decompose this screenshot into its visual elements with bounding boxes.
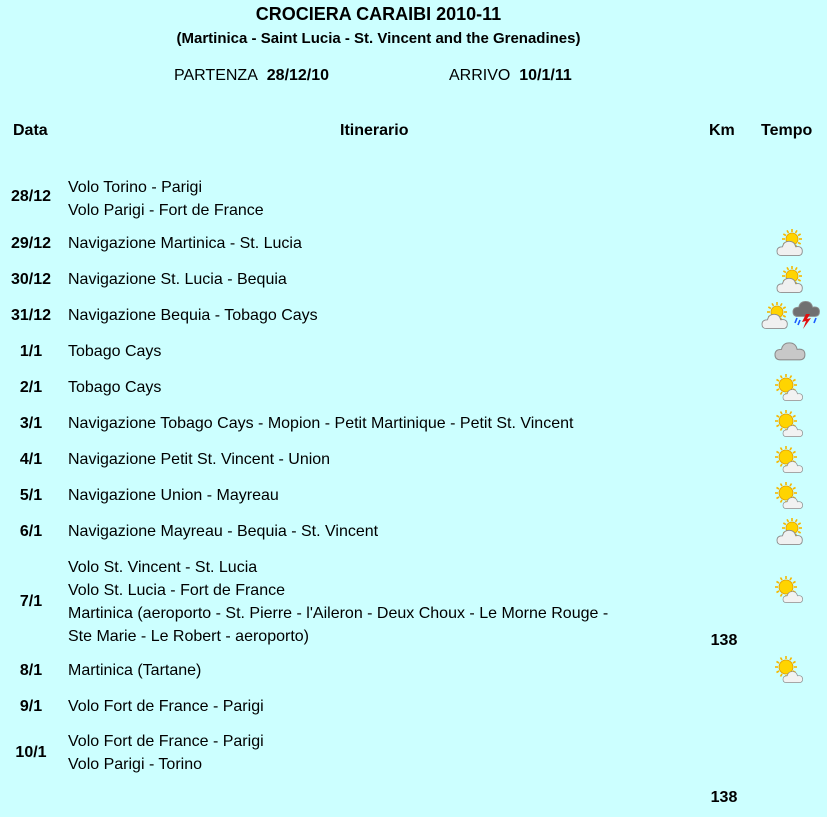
- itinerary-line: Tobago Cays: [68, 379, 162, 396]
- total-km: 138: [710, 789, 738, 806]
- cloud-sun-icon: [758, 300, 790, 332]
- row-itinerary: [68, 340, 161, 363]
- itinerary-line: Navigazione Petit St. Vincent - Union: [68, 451, 331, 468]
- row-date: 29/12: [10, 235, 52, 252]
- thunderstorm-icon: [790, 298, 824, 330]
- departure: [174, 67, 329, 85]
- row-itinerary: [68, 659, 201, 682]
- itinerary-line: Volo St. Lucia - Fort de France: [68, 582, 285, 599]
- cloud-icon: [773, 336, 807, 366]
- sun-cloud-icon: [773, 480, 805, 512]
- row-date: 4/1: [19, 451, 43, 468]
- sun-cloud-icon: [773, 372, 805, 404]
- row-date: 5/1: [19, 487, 43, 504]
- header-data: Data: [13, 122, 48, 139]
- row-itinerary: [68, 268, 287, 291]
- row-date: 9/1: [19, 698, 43, 715]
- itinerary-line: Ste Marie - Le Robert - aeroporto): [68, 628, 309, 645]
- sun-cloud-icon: [773, 574, 805, 606]
- itinerary-line: Volo Parigi - Torino: [68, 756, 202, 773]
- departure-label: PARTENZA: [174, 67, 258, 84]
- page-title: CROCIERA CARAIBI 2010-11: [255, 4, 502, 24]
- row-date: 10/1: [15, 744, 47, 761]
- header-itinerario: Itinerario: [340, 122, 409, 139]
- row-date: 6/1: [19, 523, 43, 540]
- header-km: Km: [709, 122, 735, 139]
- arrival-date: 10/1/11: [519, 67, 572, 84]
- row-itinerary: [68, 556, 608, 648]
- sun-cloud-icon: [773, 408, 805, 440]
- cloud-sun-icon: [773, 227, 805, 259]
- itinerary-line: Navigazione Mayreau - Bequia - St. Vincent: [68, 523, 379, 540]
- page-subtitle: (Martinica - Saint Lucia - St. Vincent and the Grenadines): [176, 30, 581, 47]
- row-itinerary: [68, 520, 378, 543]
- row-date: 2/1: [19, 379, 43, 396]
- cloud-sun-icon: [773, 516, 805, 548]
- row-itinerary: [68, 304, 318, 327]
- itinerary-line: Volo St. Vincent - St. Lucia: [68, 559, 258, 576]
- row-date: 3/1: [19, 415, 43, 432]
- itinerary-line: Volo Fort de France - Parigi: [68, 698, 264, 715]
- sun-cloud-icon: [773, 444, 805, 476]
- row-itinerary: [68, 412, 573, 435]
- row-date: 8/1: [19, 662, 43, 679]
- row-date: 31/12: [10, 307, 52, 324]
- itinerary-line: Navigazione Martinica - St. Lucia: [68, 235, 302, 252]
- itinerary-line: Navigazione Union - Mayreau: [68, 487, 279, 504]
- arrival-label: ARRIVO: [449, 67, 511, 84]
- row-itinerary: [68, 730, 264, 776]
- row-itinerary: [68, 232, 302, 255]
- itinerary-line: Martinica (aeroporto - St. Pierre - l'Aileron - Deux Choux - Le Morne Rouge -: [68, 605, 609, 622]
- itinerary-line: Volo Parigi - Fort de France: [68, 202, 264, 219]
- row-km: 138: [710, 632, 738, 649]
- row-date: 7/1: [19, 593, 43, 610]
- row-itinerary: [68, 695, 264, 718]
- itinerary-line: Navigazione St. Lucia - Bequia: [68, 271, 287, 288]
- row-date: 30/12: [10, 271, 52, 288]
- itinerary-line: Martinica (Tartane): [68, 662, 202, 679]
- arrival: [449, 67, 572, 85]
- sun-cloud-icon: [773, 654, 805, 686]
- itinerary-line: Volo Torino - Parigi: [68, 179, 202, 196]
- cloud-sun-icon: [773, 264, 805, 296]
- departure-date: 28/12/10: [266, 67, 330, 84]
- row-date: 1/1: [19, 343, 43, 360]
- row-itinerary: [68, 448, 330, 471]
- row-itinerary: [68, 376, 161, 399]
- itinerary-line: Volo Fort de France - Parigi: [68, 733, 264, 750]
- header-tempo: Tempo: [761, 122, 813, 139]
- itinerary-line: Navigazione Bequia - Tobago Cays: [68, 307, 318, 324]
- row-itinerary: [68, 484, 279, 507]
- row-date: 28/12: [10, 188, 52, 205]
- itinerary-line: Tobago Cays: [68, 343, 162, 360]
- itinerary-line: Navigazione Tobago Cays - Mopion - Petit Martinique - Petit St. Vincent: [68, 415, 574, 432]
- row-itinerary: [68, 176, 264, 222]
